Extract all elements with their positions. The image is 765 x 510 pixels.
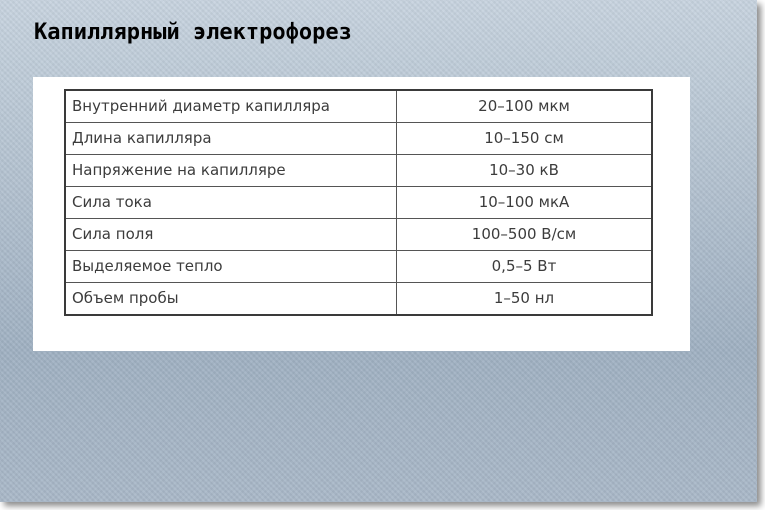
parameter-value: 1–50 нл — [397, 283, 653, 316]
parameters-table — [64, 89, 653, 316]
parameter-value: 0,5–5 Вт — [397, 251, 653, 283]
table-row — [65, 219, 652, 251]
parameter-value: 10–30 кВ — [397, 155, 653, 187]
table-row — [65, 283, 652, 316]
table-row — [65, 123, 652, 155]
table-row — [65, 251, 652, 283]
parameter-name: Внутренний диаметр капилляра — [65, 90, 397, 123]
parameter-value: 100–500 В/см — [397, 219, 653, 251]
table-row — [65, 187, 652, 219]
parameter-name: Выделяемое тепло — [65, 251, 397, 283]
table-panel — [33, 77, 690, 351]
parameter-value: 10–100 мкА — [397, 187, 653, 219]
parameter-name: Сила поля — [65, 219, 397, 251]
table-row — [65, 155, 652, 187]
parameter-name: Напряжение на капилляре — [65, 155, 397, 187]
parameter-value: 10–150 см — [397, 123, 653, 155]
parameter-name: Сила тока — [65, 187, 397, 219]
parameter-name: Объем пробы — [65, 283, 397, 316]
parameter-value: 20–100 мкм — [397, 90, 653, 123]
parameter-name: Длина капилляра — [65, 123, 397, 155]
slide-title: Капиллярный электрофорез — [34, 20, 352, 45]
table-row — [65, 90, 652, 123]
